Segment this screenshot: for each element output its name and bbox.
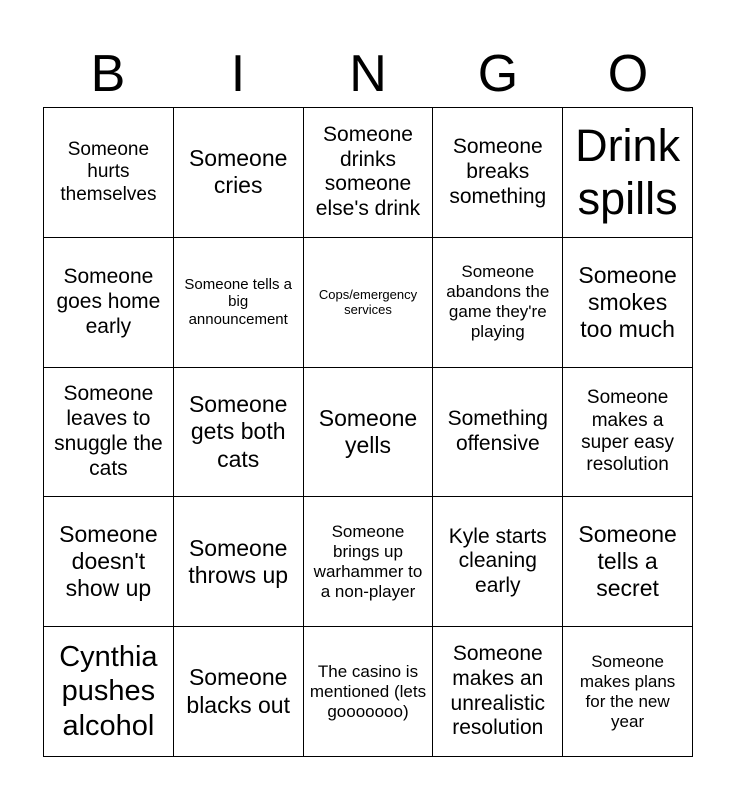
- header-letter-o: O: [607, 45, 649, 103]
- cell-text: Someone brings up warhammer to a non-player: [313, 521, 423, 601]
- cell-text: Drink spills: [575, 120, 681, 225]
- header-letter-n: N: [349, 45, 387, 103]
- cell-text: The casino is mentioned (lets gooooooo): [309, 661, 427, 721]
- cell-text: Cops/emergency services: [318, 286, 418, 318]
- cell-text: Cynthia pushes alcohol: [59, 641, 158, 742]
- bingo-cell-r5c3[interactable]: [304, 627, 434, 757]
- header-letter-i: I: [230, 45, 246, 103]
- cell-text: Someone goes home early: [56, 265, 161, 338]
- cell-text: Someone makes plans for the new year: [579, 651, 676, 731]
- cell-text: Someone drinks someone else's drink: [315, 122, 421, 221]
- cell-text: Someone gets both cats: [188, 391, 288, 472]
- cell-text: Someone tells a secret: [578, 521, 677, 602]
- cell-text: Someone blacks out: [186, 664, 290, 718]
- cell-text: Someone breaks something: [449, 135, 547, 208]
- cell-text: Someone yells: [318, 404, 418, 458]
- header-letter-b: B: [90, 45, 126, 103]
- bingo-cell-r4c5[interactable]: [563, 497, 693, 627]
- bingo-cell-r4c3[interactable]: [304, 497, 434, 627]
- bingo-header: [43, 42, 693, 106]
- bingo-cell-r3c4[interactable]: [433, 368, 563, 498]
- bingo-cell-r1c2[interactable]: [174, 108, 304, 238]
- bingo-cell-r5c4[interactable]: [433, 627, 563, 757]
- bingo-cell-r1c1[interactable]: [44, 108, 174, 238]
- cell-text: Someone makes an unrealistic resolution: [450, 642, 546, 740]
- bingo-cell-r5c5[interactable]: [563, 627, 693, 757]
- bingo-cell-r1c4[interactable]: [433, 108, 563, 238]
- bingo-cell-r2c2[interactable]: [174, 238, 304, 368]
- cell-text: Something offensive: [447, 407, 548, 455]
- cell-text: Someone cries: [188, 145, 288, 199]
- cell-text: Someone smokes too much: [578, 261, 677, 342]
- cell-text: Someone tells a big announcement: [184, 275, 292, 329]
- bingo-cell-r5c1[interactable]: [44, 627, 174, 757]
- bingo-board: [43, 107, 693, 757]
- bingo-cell-r3c2[interactable]: [174, 368, 304, 498]
- bingo-cell-r3c1[interactable]: [44, 368, 174, 498]
- bingo-cell-r2c5[interactable]: [563, 238, 693, 368]
- bingo-cell-r5c2[interactable]: [174, 627, 304, 757]
- cell-text: Someone leaves to snuggle the cats: [54, 382, 163, 480]
- cell-text: Someone throws up: [188, 534, 289, 588]
- bingo-cell-r3c3[interactable]: [304, 368, 434, 498]
- bingo-cell-r2c4[interactable]: [433, 238, 563, 368]
- bingo-cell-r2c1[interactable]: [44, 238, 174, 368]
- bingo-cell-r3c5[interactable]: [563, 368, 693, 498]
- header-letter-g: G: [477, 45, 519, 103]
- bingo-cell-r4c2[interactable]: [174, 497, 304, 627]
- cell-text: Someone abandons the game they're playing: [446, 262, 550, 342]
- bingo-cell-r4c4[interactable]: [433, 497, 563, 627]
- cell-text: Kyle starts cleaning early: [448, 524, 547, 598]
- cell-text: Someone doesn't show up: [59, 521, 158, 602]
- cell-text: Someone hurts themselves: [60, 138, 157, 205]
- cell-text: Someone makes a super easy resolution: [581, 387, 675, 476]
- bingo-cell-r2c3[interactable]: [304, 238, 434, 368]
- bingo-cell-r1c5[interactable]: [563, 108, 693, 238]
- bingo-cell-r1c3[interactable]: [304, 108, 434, 238]
- bingo-cell-r4c1[interactable]: [44, 497, 174, 627]
